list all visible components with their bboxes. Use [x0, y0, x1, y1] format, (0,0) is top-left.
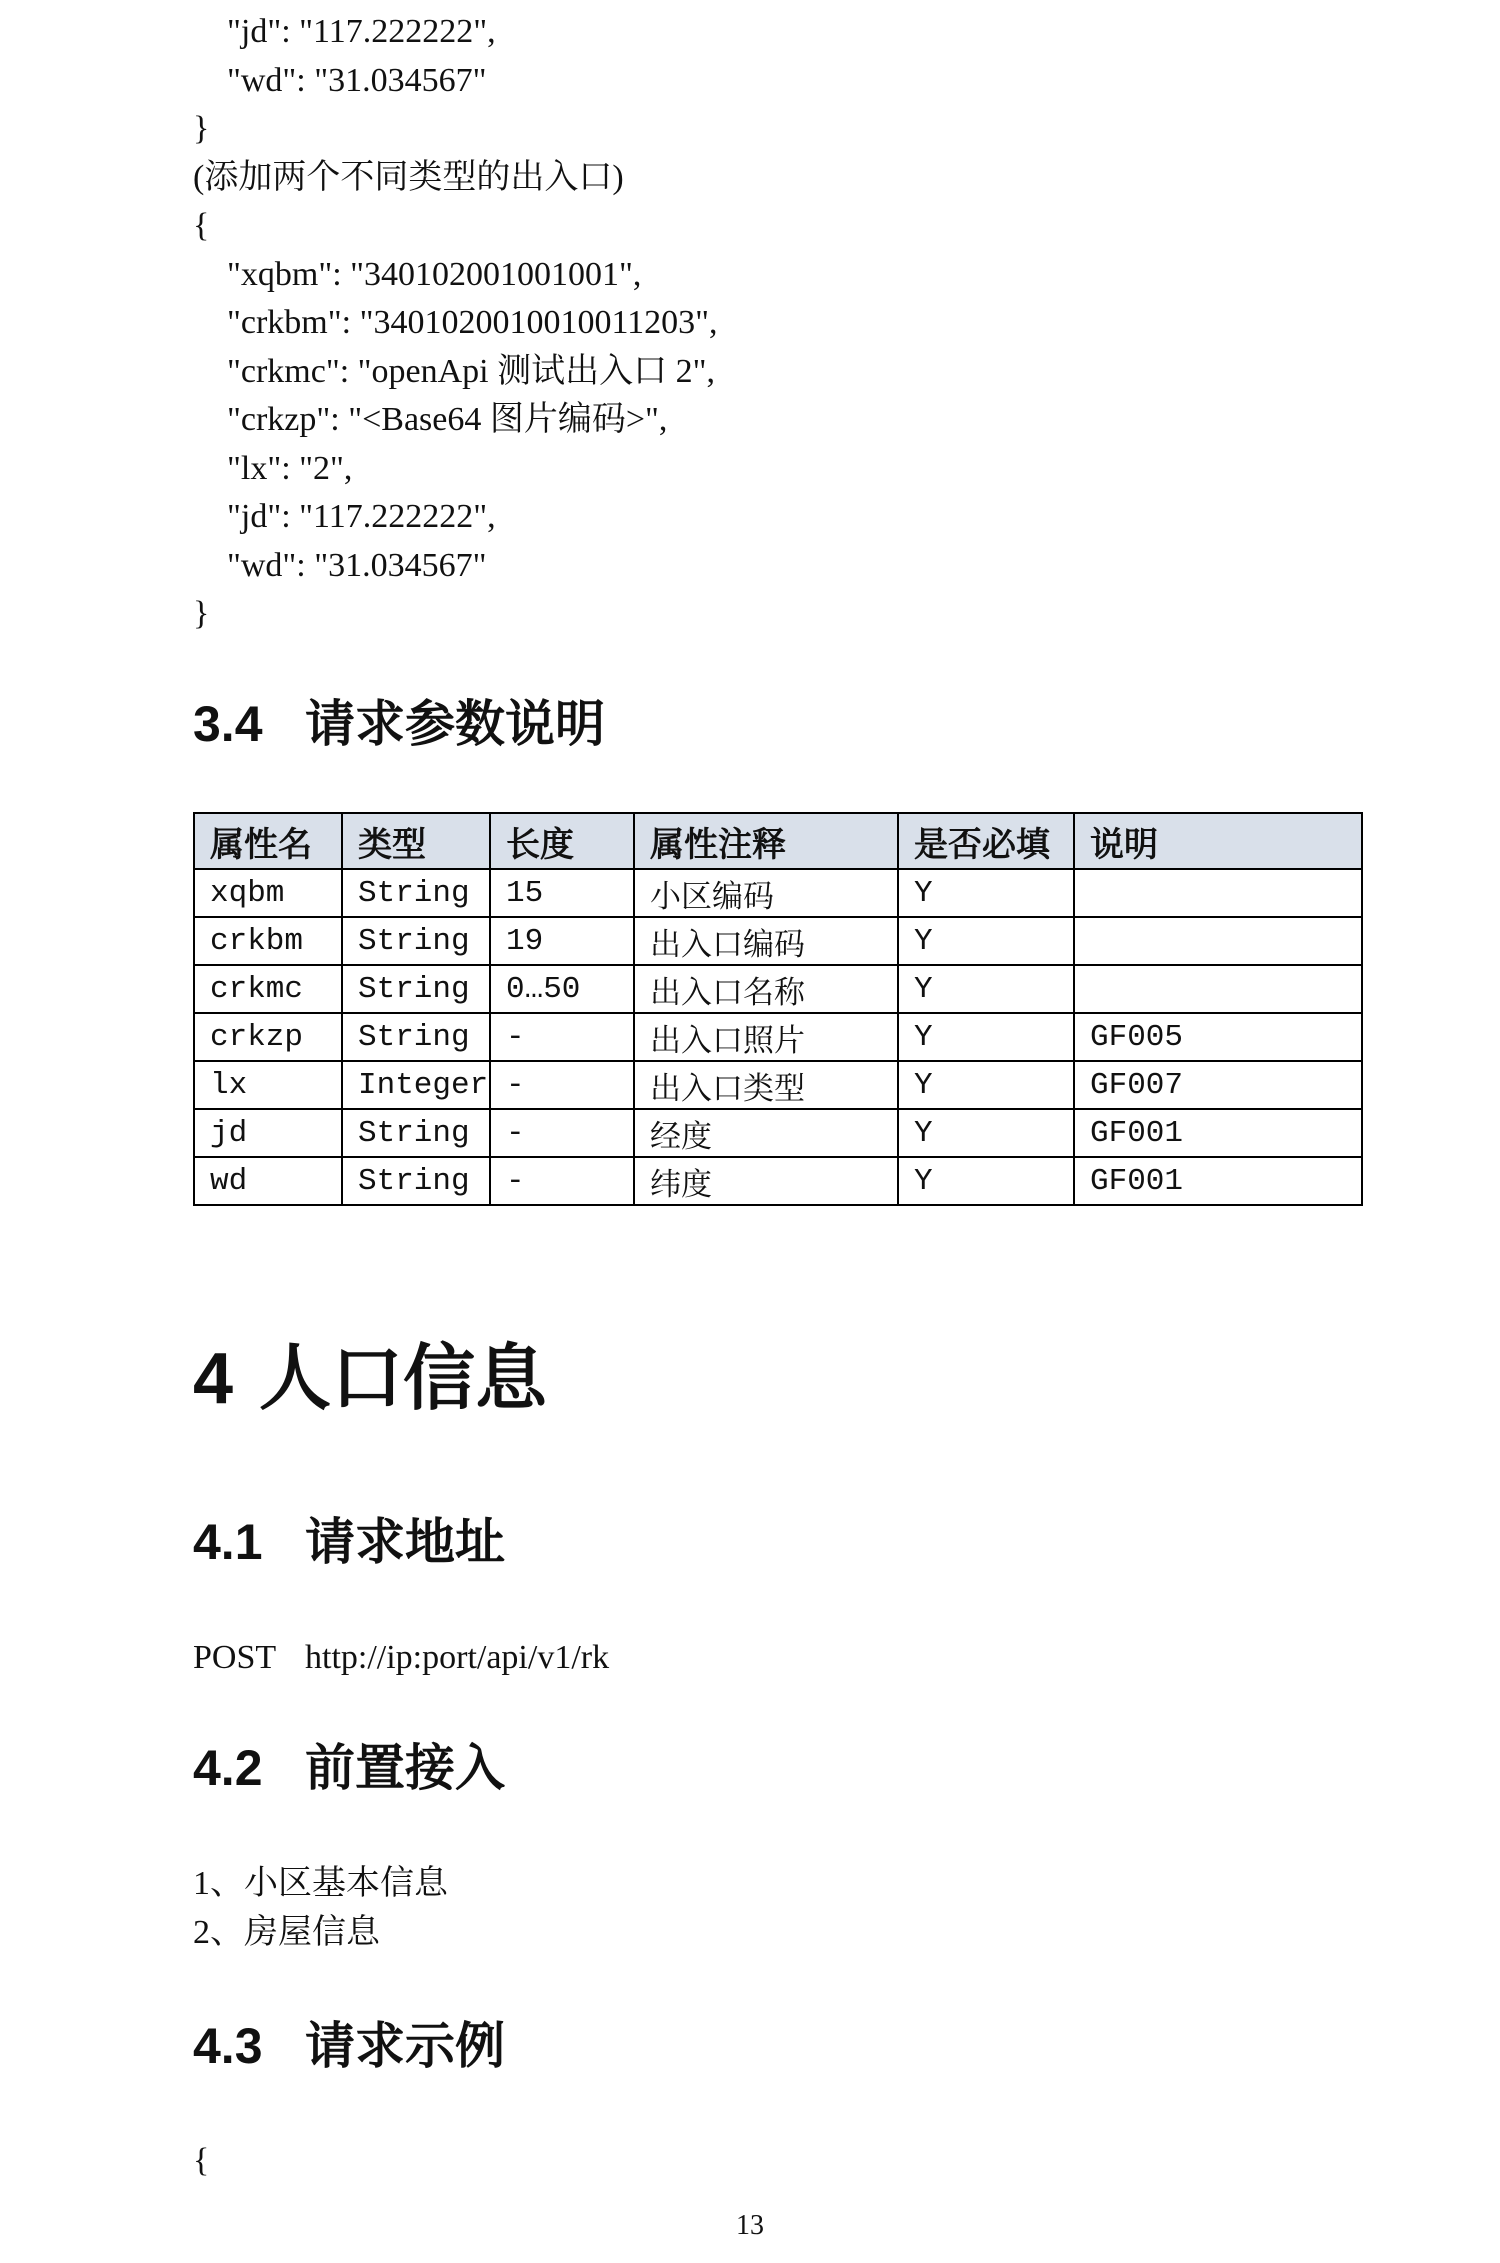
table-cell: 15	[490, 869, 634, 917]
table-cell: String	[342, 1157, 490, 1205]
table-cell: Y	[898, 917, 1074, 965]
section-number: 4.3	[193, 2018, 263, 2074]
table-cell: 0…50	[490, 965, 634, 1013]
table-cell: GF007	[1074, 1061, 1362, 1109]
table-cell: Y	[898, 1013, 1074, 1061]
table-cell: String	[342, 869, 490, 917]
table-row	[194, 1061, 1362, 1109]
table-cell: 出入口类型	[634, 1061, 898, 1109]
chapter-heading-4	[193, 1336, 547, 1422]
code-line: (添加两个不同类型的出入口)	[193, 158, 624, 196]
table-cell: -	[490, 1061, 634, 1109]
section-title: 前置接入	[305, 1740, 505, 1796]
request-url: http://ip:port/api/v1/rk	[305, 1639, 610, 1676]
code-line: {	[193, 207, 210, 244]
table-cell: Y	[898, 1157, 1074, 1205]
table-cell: 出入口编码	[634, 917, 898, 965]
table-row	[194, 869, 1362, 917]
code-line: "jd": "117.222222",	[227, 498, 496, 535]
code-line: "crkbm": "3401020010010011203",	[227, 304, 718, 341]
table-cell: GF001	[1074, 1157, 1362, 1205]
table-cell: xqbm	[194, 869, 342, 917]
chapter-number: 4	[193, 1339, 234, 1419]
code-line: "crkzp": "<Base64 图片编码>",	[227, 401, 668, 438]
code-line: "crkmc": "openApi 测试出入口 2",	[227, 352, 716, 390]
table-cell: String	[342, 1013, 490, 1061]
table-cell: Y	[898, 1109, 1074, 1157]
section-number: 4.2	[193, 1740, 263, 1796]
table-cell: -	[490, 1109, 634, 1157]
table-cell: 纬度	[634, 1157, 898, 1205]
code-line: }	[193, 110, 210, 147]
request-address	[193, 1634, 609, 1682]
section-title: 请求示例	[305, 2018, 505, 2074]
code-line: "lx": "2",	[227, 449, 353, 487]
table-cell: lx	[194, 1061, 342, 1109]
table-cell: 19	[490, 917, 634, 965]
table-cell: jd	[194, 1109, 342, 1157]
code-line: "wd": "31.034567"	[227, 61, 487, 99]
table-cell: 出入口照片	[634, 1013, 898, 1061]
section-title: 请求地址	[305, 1514, 505, 1570]
table-cell: Y	[898, 1061, 1074, 1109]
section-heading-4-2	[193, 1738, 505, 1798]
column-header: 长度	[490, 813, 634, 869]
code-line: }	[193, 595, 210, 632]
table-cell: 经度	[634, 1109, 898, 1157]
table-row	[194, 1109, 1362, 1157]
table-cell: crkbm	[194, 917, 342, 965]
table-cell: 出入口名称	[634, 965, 898, 1013]
page-number: 13	[736, 2210, 764, 2241]
table-cell: String	[342, 1109, 490, 1157]
column-header: 属性注释	[634, 813, 898, 869]
section-title: 请求参数说明	[305, 696, 605, 752]
table-cell	[1074, 965, 1362, 1013]
table-cell: crkzp	[194, 1013, 342, 1061]
table-cell: String	[342, 965, 490, 1013]
column-header: 类型	[342, 813, 490, 869]
prerequisite-item-2: 2、房屋信息	[193, 1914, 380, 1951]
table-header-row	[194, 813, 1362, 869]
table-row	[194, 1013, 1362, 1061]
table-row	[194, 965, 1362, 1013]
code-block-start: {	[193, 2142, 210, 2179]
column-header: 说明	[1074, 813, 1362, 869]
column-header: 是否必填	[898, 813, 1074, 869]
table-cell: Integer	[342, 1061, 490, 1109]
table-row	[194, 1157, 1362, 1205]
table-body	[194, 869, 1362, 1205]
table-cell: wd	[194, 1157, 342, 1205]
section-heading-4-1	[193, 1512, 505, 1572]
table-cell	[1074, 917, 1362, 965]
table-cell: String	[342, 917, 490, 965]
section-number: 3.4	[193, 696, 263, 752]
table-cell: 小区编码	[634, 869, 898, 917]
table-cell: Y	[898, 869, 1074, 917]
section-number: 4.1	[193, 1514, 263, 1570]
request-params-table	[193, 812, 1363, 1206]
table-cell: -	[490, 1157, 634, 1205]
table-cell: GF001	[1074, 1109, 1362, 1157]
table-row	[194, 917, 1362, 965]
table-cell: GF005	[1074, 1013, 1362, 1061]
http-method: POST	[193, 1639, 277, 1676]
table-cell: crkmc	[194, 965, 342, 1013]
code-line: "xqbm": "340102001001001",	[227, 255, 642, 293]
prerequisite-item-1: 1、小区基本信息	[193, 1865, 448, 1902]
table-cell: Y	[898, 965, 1074, 1013]
table-cell: -	[490, 1013, 634, 1061]
section-heading-3-4	[193, 694, 605, 754]
column-header: 属性名	[194, 813, 342, 869]
chapter-title: 人口信息	[259, 1339, 548, 1419]
code-line: "wd": "31.034567"	[227, 546, 487, 584]
section-heading-4-3	[193, 2016, 505, 2076]
table-cell	[1074, 869, 1362, 917]
code-line: "jd": "117.222222",	[227, 13, 496, 50]
